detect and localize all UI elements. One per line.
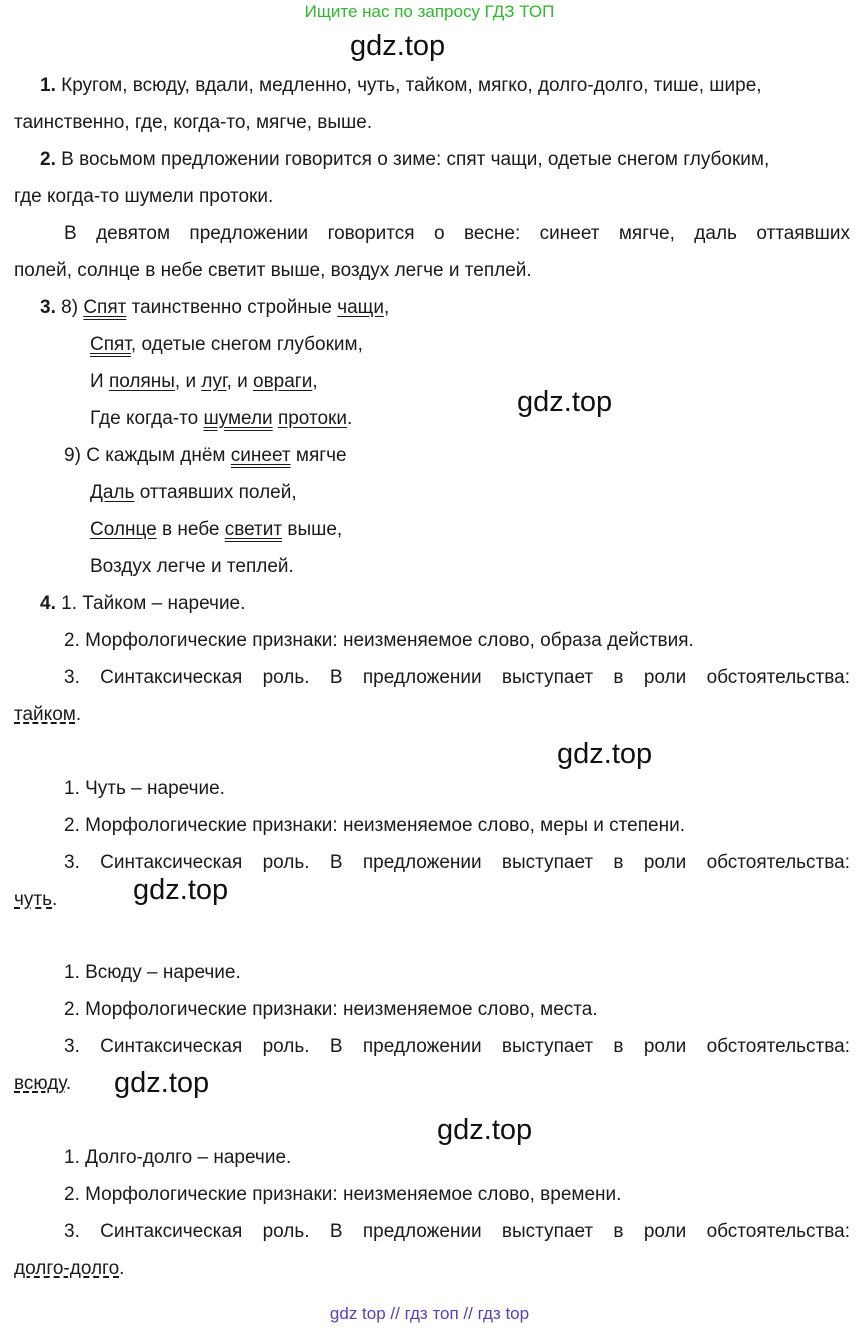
plain-text: , bbox=[312, 371, 318, 392]
plain-text: мягче bbox=[295, 445, 347, 466]
predicate: Спят bbox=[90, 334, 131, 355]
watermark: gdz.top bbox=[133, 874, 229, 906]
analysis-line: 2. Морфологические признаки: неизменяемое слово, времени. bbox=[64, 1184, 622, 1205]
analysis-line: 2. Морфологические признаки: неизменяемое слово, образа действия. bbox=[64, 630, 694, 651]
analysis-line: 1. Тайком – наречие. bbox=[61, 593, 246, 614]
predicate: Спят bbox=[83, 297, 127, 318]
task2-line4: полей, солнце в небе светит выше, воздух легче и теплей. bbox=[14, 260, 532, 281]
analysis-line bbox=[14, 1257, 124, 1281]
analysis-line: 3. Синтаксическая роль. В предложении выступает в роли обстоятельства: bbox=[64, 1221, 850, 1242]
subject: луг bbox=[201, 371, 227, 392]
task3-line4 bbox=[90, 407, 352, 431]
plain-text: И bbox=[90, 371, 104, 392]
plain-text: . bbox=[65, 1073, 72, 1094]
task2-line2: где когда-то шумели протоки. bbox=[14, 186, 274, 207]
task3-line5 bbox=[64, 444, 347, 468]
subject: Даль bbox=[90, 482, 135, 503]
task2-line1 bbox=[40, 148, 769, 172]
analysis-line: 1. Всюду – наречие. bbox=[64, 962, 241, 983]
task3-line2 bbox=[90, 333, 363, 357]
footer-links[interactable]: gdz top // гдз топ // гдз top bbox=[329, 1304, 530, 1323]
sentence-number: 8) bbox=[61, 297, 79, 318]
analysis-line: 1. Долго-долго – наречие. bbox=[64, 1147, 292, 1168]
task1-text: Кругом, всюду, вдали, медленно, чуть, тайком, мягко, долго-долго, тише, шире, bbox=[61, 75, 762, 96]
task-number: 1. bbox=[40, 75, 56, 96]
task-number: 4. bbox=[40, 593, 56, 614]
adverbial-word: чуть bbox=[14, 889, 52, 910]
task2-line3: В девятом предложении говорится о весне: синеет мягче, даль оттаявших bbox=[64, 223, 850, 244]
analysis-line: 1. Чуть – наречие. bbox=[64, 778, 225, 799]
watermark: gdz.top bbox=[517, 386, 613, 418]
subject: протоки bbox=[277, 408, 347, 429]
task3-line8: Воздух легче и теплей. bbox=[90, 556, 294, 577]
analysis-line bbox=[14, 888, 57, 912]
adverbial-word: долго-долго bbox=[14, 1258, 120, 1279]
analysis-line bbox=[14, 1072, 71, 1096]
predicate: синеет bbox=[230, 445, 291, 466]
plain-text: С каждым днём bbox=[86, 445, 226, 466]
plain-text: , bbox=[383, 297, 390, 318]
plain-text: , и bbox=[174, 371, 197, 392]
subject: Солнце bbox=[90, 519, 157, 540]
predicate: шумели bbox=[203, 408, 273, 429]
subject: поляны bbox=[108, 371, 175, 392]
subject: овраги bbox=[253, 371, 313, 392]
task1-line2: таинственно, где, когда-то, мягче, выше. bbox=[14, 112, 373, 133]
plain-text: оттаявших полей, bbox=[139, 482, 297, 503]
analysis-line: 3. Синтаксическая роль. В предложении выступает в роли обстоятельства: bbox=[64, 667, 850, 688]
analysis-line: 3. Синтаксическая роль. В предложении выступает в роли обстоятельства: bbox=[64, 1036, 850, 1057]
search-hint-link[interactable]: Ищите нас по запросу ГДЗ ТОП bbox=[304, 2, 555, 21]
plain-text: , одетые снегом глубоким, bbox=[130, 334, 363, 355]
predicate: светит bbox=[224, 519, 283, 540]
task-number: 3. bbox=[40, 297, 56, 318]
plain-text: выше, bbox=[287, 519, 343, 540]
plain-text: . bbox=[119, 1258, 125, 1279]
plain-text: таинственно стройные bbox=[131, 297, 332, 318]
adverbial-word: всюду bbox=[14, 1073, 66, 1094]
sentence-number: 9) bbox=[64, 445, 81, 466]
task-number: 2. bbox=[40, 149, 56, 170]
subject: чащи bbox=[337, 297, 384, 318]
analysis-line: 2. Морфологические признаки: неизменяемое слово, меры и степени. bbox=[64, 815, 685, 836]
plain-text: . bbox=[52, 889, 58, 910]
watermark: gdz.top bbox=[557, 738, 653, 770]
task2-text: В восьмом предложении говорится о зиме: спят чащи, одетые снегом глубоким, bbox=[61, 149, 770, 170]
plain-text: . bbox=[346, 408, 353, 429]
task3-line3 bbox=[90, 370, 318, 394]
task3-line6 bbox=[90, 481, 297, 505]
plain-text: Где когда-то bbox=[90, 408, 199, 429]
plain-text: в небе bbox=[161, 519, 220, 540]
watermark: gdz.top bbox=[437, 1114, 533, 1146]
task3-line7 bbox=[90, 518, 342, 542]
task3-line1 bbox=[40, 296, 389, 320]
watermark: gdz.top bbox=[350, 30, 446, 62]
plain-text: , и bbox=[226, 371, 248, 392]
plain-text: . bbox=[75, 704, 82, 725]
analysis-line: 2. Морфологические признаки: неизменяемое слово, места. bbox=[64, 999, 598, 1020]
task4-line bbox=[40, 592, 245, 616]
analysis-line bbox=[14, 703, 81, 727]
watermark: gdz.top bbox=[114, 1067, 210, 1099]
analysis-line: 3. Синтаксическая роль. В предложении выступает в роли обстоятельства: bbox=[64, 852, 850, 873]
adverbial-word: тайком bbox=[14, 704, 76, 725]
task1-line1 bbox=[40, 74, 762, 98]
